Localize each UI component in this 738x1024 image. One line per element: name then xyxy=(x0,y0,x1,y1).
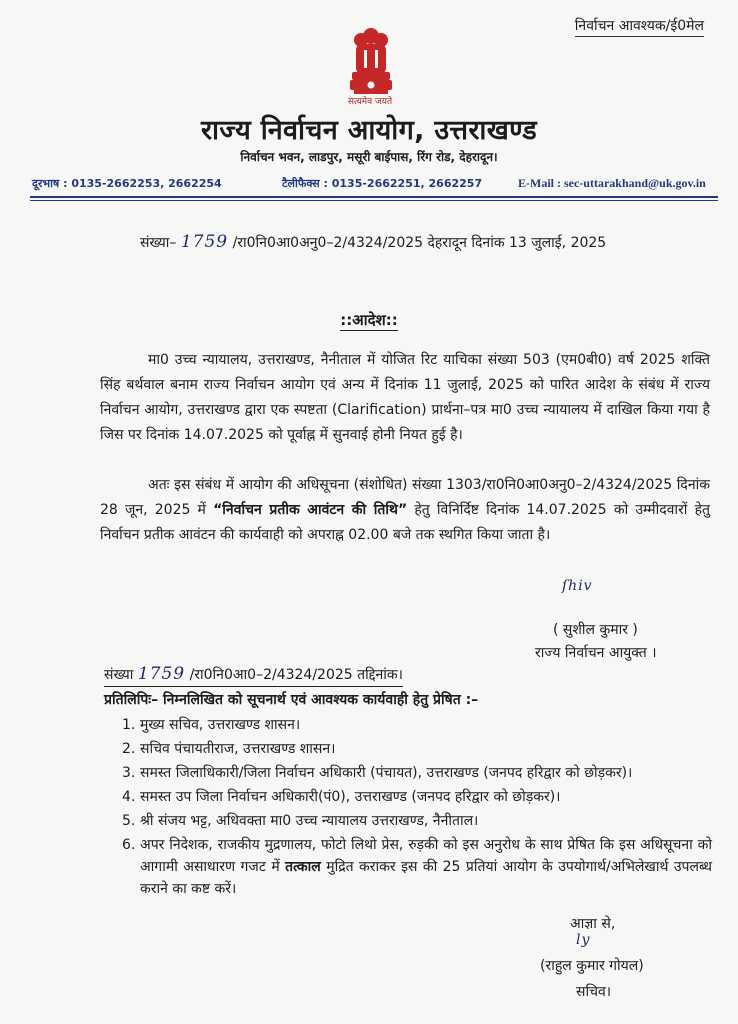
fax-numbers: टैलीफैक्स : 0135-2662251, 2662257 xyxy=(282,177,483,190)
reference-number: 1759 xyxy=(180,232,229,252)
emblem-motto: सत्यमेव जयते xyxy=(347,97,393,107)
secretary-signature: ly xyxy=(576,932,591,948)
reference-prefix: संख्या– xyxy=(140,235,177,251)
paragraph-1: मा0 उच्च न्यायालय, उत्तराखण्ड, नैनीताल में योजित रिट याचिका संख्या 503 (एम0बी0) वर्ष 2025 शक्ति सिंह बर्थवाल बनाम राज्य निर्वाचन आयोग एवं अन्य में दिनांक 11 जुलाई, 2025 को पारित आदेश के संबंध में राज्य निर्वाचन आयोग, उत्तराखण्ड द्वारा एक स्पष्टता (Clarification) प्रार्थना–पत्र मा0 उच्च न्यायालय में दाखिल किया गया है जिस पर दिनांक 14.07.2025 को पूर्वाह्न में सुनवाई होनी नियत हुई है। xyxy=(100,352,710,443)
list-item-number: 6. xyxy=(122,837,136,853)
list-item-text: सचिव पंचायतीराज, उत्तराखण्ड शासन। xyxy=(140,741,336,757)
list-item-number: 5. xyxy=(122,813,136,829)
list-item-text: मुख्य सचिव, उत्तराखण्ड शासन। xyxy=(140,717,301,733)
copy-reference-number: 1759 xyxy=(137,664,186,684)
list-item-text: श्री संजय भट्ट, अधिवक्ता मा0 उच्च न्यायालय उत्तराखण्ड, नैनीताल। xyxy=(140,813,479,829)
paragraph-2 xyxy=(100,473,710,548)
list-item xyxy=(104,786,712,808)
reference-suffix: /रा0नि0आ0अनु0–2/4324/2025 देहरादून दिनांक 13 जुलाई, 2025 xyxy=(232,235,607,251)
list-item-number: 2. xyxy=(122,741,136,757)
list-item-number: 1. xyxy=(122,717,136,733)
priority-tag: निर्वाचन आवश्यक/ई0मेल xyxy=(575,16,704,37)
list-item-text: अपर निदेशक, राजकीय मुद्रणालय, फोटो लिथो प्रेस, रुड़की को इस अनुरोध के साथ प्रेषित कि इस अधिसूचना को आगामी असाधारण गजट में xyxy=(140,837,712,875)
by-order-label: आज्ञा से, xyxy=(570,916,616,932)
list-item xyxy=(104,834,712,900)
order-heading xyxy=(0,310,738,330)
list-item xyxy=(104,810,712,832)
copy-reference-line xyxy=(104,664,403,687)
copy-reference-prefix: संख्या xyxy=(104,667,134,683)
reference-line xyxy=(140,232,606,252)
header-divider-thin xyxy=(30,200,718,201)
organization-address: निर्वाचन भवन, लाडपुर, मसूरी बाईपास, रिंग रोड, देहरादून। xyxy=(240,150,498,164)
commissioner-name: ( सुशील कुमार ) xyxy=(553,622,638,638)
list-item-text: समस्त जिलाधिकारी/जिला निर्वाचन अधिकारी (पंचायत), उत्तराखण्ड (जनपद हरिद्वार को छोड़कर)। xyxy=(140,765,633,781)
list-item-number: 4. xyxy=(122,789,136,805)
secretary-name: (राहुल कुमार गोयल) xyxy=(540,958,644,974)
copy-list xyxy=(104,714,712,902)
email-address: E-Mail : sec-uttarakhand@uk.gov.in xyxy=(518,176,706,190)
order-heading-text: ::आदेश:: xyxy=(340,311,398,329)
organization-title: राज्य निर्वाचन आयोग, उत्तराखण्ड xyxy=(200,115,537,146)
paragraph-2-emphasis: “निर्वाचन प्रतीक आवंटन की तिथि” xyxy=(213,502,408,518)
list-item-text: समस्त उप जिला निर्वाचन अधिकारी(पं0), उत्तराखण्ड (जनपद हरिद्वार को छोड़कर)। xyxy=(140,789,561,805)
paragraph-2-part1: अतः इस संबंध में आयोग की अधिसूचना (संशोधित) संख्या 1303/रा0नि0आ0अनु0–2/4324/2025 दिनांक 28 जून, 2025 में xyxy=(100,477,710,518)
copy-intro: प्रतिलिपिः– निम्नलिखित को सूचनार्थ एवं आवश्यक कार्यवाही हेतु प्रेषित :– xyxy=(104,692,479,708)
copy-reference-suffix: /रा0नि0आ0–2/4324/2025 तद्दिनांक। xyxy=(189,667,403,683)
paragraph-2-part2: हेतु विनिर्दिष्ट दिनांक 14.07.2025 को उम्मीदवारों हेतु निर्वाचन प्रतीक आवंटन की कार्यवाही को अपराह्न 02.00 बजे तक स्थगित किया जाता है। xyxy=(100,502,710,543)
list-item xyxy=(104,738,712,760)
list-item-number: 3. xyxy=(122,765,136,781)
commissioner-designation: राज्य निर्वाचन आयुक्त । xyxy=(535,645,657,661)
phone-numbers: दूरभाष : 0135-2662253, 2662254 xyxy=(32,177,222,190)
list-item-text-cont: मुद्रित कराकर इस की 25 प्रतियां आयोग के उपयोगार्थ/अभिलेखार्थ उपलब्ध कराने का कष्ट करें। xyxy=(140,859,712,897)
commissioner-signature: ſhiv xyxy=(562,578,593,594)
list-item xyxy=(104,714,712,736)
secretary-designation: सचिव। xyxy=(576,984,612,1000)
list-item-emphasis: तत्काल xyxy=(285,859,321,875)
header-divider xyxy=(30,196,718,198)
list-item xyxy=(104,762,712,784)
